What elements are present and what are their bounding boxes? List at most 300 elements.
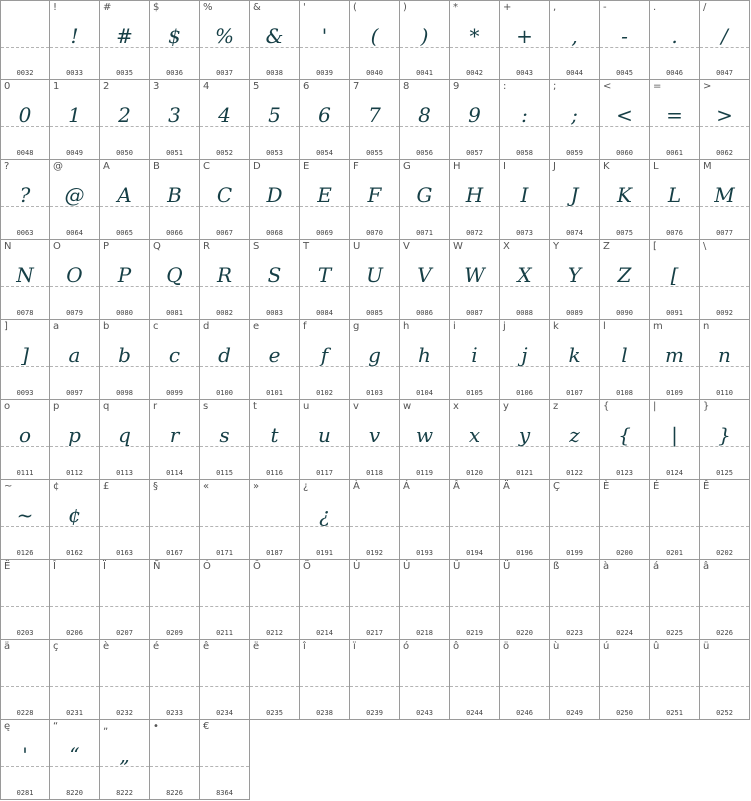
glyph-code: 0064 xyxy=(66,229,83,237)
glyph-cell xyxy=(350,640,400,720)
glyph-label: Ï xyxy=(103,561,106,572)
glyph-cell xyxy=(600,240,650,320)
glyph-cell xyxy=(250,160,300,240)
glyph-label: Û xyxy=(453,561,461,572)
glyph-sample: 1 xyxy=(68,103,81,127)
glyph-label: g xyxy=(353,321,360,332)
glyph-code: 0193 xyxy=(416,549,433,557)
glyph-sample xyxy=(250,660,299,690)
glyph-label: ü xyxy=(703,641,710,652)
glyph-cell xyxy=(500,400,550,480)
glyph-code: 0231 xyxy=(66,709,83,717)
glyph-code: 0050 xyxy=(116,149,133,157)
glyph-label: O xyxy=(53,241,61,252)
glyph-label: ç xyxy=(53,641,59,652)
glyph-cell xyxy=(600,0,650,80)
glyph-code: 0038 xyxy=(266,69,283,77)
glyph-cell xyxy=(0,720,50,800)
glyph-label: ) xyxy=(403,2,407,13)
glyph-code: 0085 xyxy=(366,309,383,317)
glyph-code: 0086 xyxy=(416,309,433,317)
glyph-label: ë xyxy=(253,641,260,652)
glyph-sample: . xyxy=(671,24,678,48)
glyph-label: á xyxy=(653,561,660,572)
glyph-cell xyxy=(250,480,300,560)
glyph-code: 0092 xyxy=(716,309,733,317)
glyph-label: L xyxy=(653,161,659,172)
glyph-label: ß xyxy=(553,561,560,572)
glyph-cell xyxy=(200,160,250,240)
glyph-cell xyxy=(100,400,150,480)
glyph-cell xyxy=(50,160,100,240)
glyph-code: 0235 xyxy=(266,709,283,717)
glyph-code: 0171 xyxy=(216,549,233,557)
glyph-label: ] xyxy=(4,321,8,332)
glyph-code: 0201 xyxy=(666,549,683,557)
glyph-cell xyxy=(200,720,250,800)
glyph-code: 0224 xyxy=(616,629,633,637)
glyph-cell xyxy=(0,240,50,320)
glyph-cell xyxy=(350,480,400,560)
glyph-cell xyxy=(650,0,700,80)
glyph-cell xyxy=(50,400,100,480)
glyph-code: 0059 xyxy=(566,149,583,157)
glyph-sample: V xyxy=(417,263,432,287)
glyph-sample: o xyxy=(18,423,32,447)
glyph-label: > xyxy=(703,81,712,92)
glyph-cell xyxy=(550,160,600,240)
glyph-sample xyxy=(250,580,299,610)
glyph-sample: f xyxy=(320,343,329,367)
glyph-label: + xyxy=(503,2,512,13)
glyph-cell xyxy=(300,400,350,480)
glyph-label: m xyxy=(653,321,663,332)
glyph-label: q xyxy=(103,401,110,412)
glyph-sample: g xyxy=(368,343,381,367)
glyph-cell xyxy=(350,400,400,480)
glyph-code: 0035 xyxy=(116,69,133,77)
glyph-cell xyxy=(350,560,400,640)
glyph-cell xyxy=(650,320,700,400)
glyph-sample: L xyxy=(667,183,682,207)
glyph-code: 0244 xyxy=(466,709,483,717)
glyph-cell xyxy=(50,240,100,320)
glyph-sample xyxy=(650,500,699,530)
glyph-sample: [ xyxy=(670,263,679,287)
glyph-code: 0051 xyxy=(166,149,183,157)
glyph-label: ó xyxy=(403,641,410,652)
glyph-code: 0252 xyxy=(716,709,733,717)
glyph-label: „ xyxy=(103,721,109,732)
glyph-code: 0126 xyxy=(16,549,34,557)
glyph-cell xyxy=(0,480,50,560)
glyph-sample: | xyxy=(671,423,678,447)
glyph-code: 0104 xyxy=(416,389,433,397)
glyph-label: ú xyxy=(603,641,610,652)
glyph-cell xyxy=(450,320,500,400)
glyph-cell xyxy=(650,640,700,720)
glyph-cell xyxy=(550,560,600,640)
glyph-sample xyxy=(450,660,499,690)
glyph-label: 9 xyxy=(453,81,460,92)
glyph-sample: 3 xyxy=(168,103,181,127)
glyph-sample xyxy=(350,660,399,690)
glyph-code: 0217 xyxy=(366,629,383,637)
glyph-code: 0251 xyxy=(666,709,683,717)
glyph-label: Ü xyxy=(503,561,511,572)
glyph-sample: H xyxy=(465,183,484,207)
glyph-cell xyxy=(500,160,550,240)
glyph-cell xyxy=(0,400,50,480)
glyph-label: î xyxy=(303,641,306,652)
glyph-label: é xyxy=(153,641,160,652)
glyph-label: ' xyxy=(303,2,306,13)
glyph-label: } xyxy=(703,401,710,412)
glyph-label: è xyxy=(103,641,110,652)
glyph-sample xyxy=(650,580,699,610)
glyph-cell xyxy=(500,480,550,560)
glyph-sample: k xyxy=(568,343,581,367)
glyph-cell xyxy=(250,400,300,480)
glyph-code: 0115 xyxy=(216,469,233,477)
glyph-label: E xyxy=(303,161,310,172)
glyph-label: Ú xyxy=(403,561,411,572)
glyph-sample: 6 xyxy=(318,103,331,127)
glyph-code: 0107 xyxy=(566,389,583,397)
glyph-label: Ê xyxy=(703,481,710,492)
glyph-sample: p xyxy=(68,423,81,447)
glyph-cell xyxy=(50,480,100,560)
glyph-label: U xyxy=(353,241,361,252)
glyph-cell xyxy=(500,80,550,160)
glyph-sample: ] xyxy=(21,343,29,367)
glyph-code: 0082 xyxy=(216,309,233,317)
glyph-cell xyxy=(650,240,700,320)
glyph-label: û xyxy=(653,641,660,652)
glyph-sample xyxy=(450,500,499,530)
glyph-cell xyxy=(350,0,400,80)
glyph-sample xyxy=(700,660,749,690)
glyph-cell xyxy=(150,720,200,800)
glyph-sample: J xyxy=(570,183,579,207)
glyph-sample: 8 xyxy=(418,103,431,127)
glyph-cell xyxy=(500,320,550,400)
glyph-cell xyxy=(700,0,750,80)
glyph-sample xyxy=(650,660,699,690)
glyph-code: 0187 xyxy=(266,549,283,557)
glyph-label: % xyxy=(203,2,213,13)
glyph-sample xyxy=(200,740,249,770)
glyph-cell xyxy=(700,240,750,320)
glyph-code: 0207 xyxy=(116,629,133,637)
glyph-sample xyxy=(550,580,599,610)
glyph-label: # xyxy=(103,2,112,13)
glyph-sample xyxy=(150,740,199,770)
glyph-cell xyxy=(700,640,750,720)
glyph-label: « xyxy=(203,481,210,492)
glyph-code: 0062 xyxy=(716,149,733,157)
glyph-code: 0124 xyxy=(666,469,683,477)
glyph-sample xyxy=(200,660,249,690)
glyph-cell xyxy=(500,240,550,320)
glyph-code: 0119 xyxy=(416,469,433,477)
glyph-cell xyxy=(150,80,200,160)
glyph-cell xyxy=(0,560,50,640)
glyph-cell xyxy=(400,480,450,560)
glyph-code: 0037 xyxy=(216,69,233,77)
glyph-sample xyxy=(500,580,549,610)
glyph-cell xyxy=(250,320,300,400)
glyph-code: 8220 xyxy=(66,789,83,797)
glyph-cell xyxy=(200,640,250,720)
glyph-label: 7 xyxy=(353,81,360,92)
glyph-code: 0057 xyxy=(466,149,483,157)
glyph-code: 0228 xyxy=(16,709,34,717)
glyph-label: R xyxy=(203,241,210,252)
glyph-code: 0063 xyxy=(16,229,34,237)
glyph-cell xyxy=(350,320,400,400)
glyph-cell xyxy=(700,160,750,240)
glyph-sample xyxy=(600,500,649,530)
glyph-cell xyxy=(600,400,650,480)
glyph-code: 0046 xyxy=(666,69,683,77)
glyph-label: Á xyxy=(403,481,410,492)
glyph-label: Z xyxy=(603,241,610,252)
glyph-code: 0238 xyxy=(316,709,333,717)
glyph-cell xyxy=(700,320,750,400)
glyph-cell xyxy=(550,480,600,560)
glyph-label: Ñ xyxy=(153,561,161,572)
glyph-sample: x xyxy=(468,423,481,447)
glyph-label: < xyxy=(603,81,612,92)
glyph-label: Y xyxy=(553,241,560,252)
glyph-sample: = xyxy=(666,103,683,127)
glyph-label: ; xyxy=(553,81,557,92)
glyph-label: 5 xyxy=(253,81,260,92)
glyph-code: 0091 xyxy=(666,309,683,317)
glyph-cell xyxy=(650,400,700,480)
glyph-code: 0123 xyxy=(616,469,633,477)
glyph-cell xyxy=(100,80,150,160)
glyph-sample: b xyxy=(118,343,131,367)
glyph-label: 4 xyxy=(203,81,210,92)
glyph-code: 8226 xyxy=(166,789,183,797)
glyph-code: 0191 xyxy=(316,549,333,557)
glyph-code: 0044 xyxy=(566,69,583,77)
glyph-sample: ' xyxy=(22,743,28,767)
glyph-sample: C xyxy=(216,183,233,207)
glyph-code: 0032 xyxy=(16,69,34,77)
glyph-code: 0077 xyxy=(716,229,733,237)
glyph-code: 0069 xyxy=(316,229,333,237)
glyph-sample: S xyxy=(267,263,282,287)
glyph-sample: m xyxy=(665,343,684,367)
glyph-sample: 4 xyxy=(218,103,231,127)
glyph-cell xyxy=(450,240,500,320)
glyph-code: 0220 xyxy=(516,629,533,637)
glyph-sample: + xyxy=(516,24,533,48)
glyph-code: 0036 xyxy=(166,69,183,77)
glyph-cell xyxy=(600,640,650,720)
glyph-cell xyxy=(650,480,700,560)
glyph-label: r xyxy=(153,401,158,412)
glyph-cell xyxy=(450,480,500,560)
glyph-label: ( xyxy=(353,2,357,13)
glyph-code: 0074 xyxy=(566,229,583,237)
glyph-label: ù xyxy=(553,641,560,652)
glyph-label: e xyxy=(253,321,260,332)
glyph-cell xyxy=(100,720,150,800)
glyph-label: F xyxy=(353,161,359,172)
glyph-cell xyxy=(150,240,200,320)
glyph-cell xyxy=(200,0,250,80)
glyph-label: M xyxy=(703,161,712,172)
glyph-code: 0066 xyxy=(166,229,183,237)
glyph-cell xyxy=(200,480,250,560)
glyph-cell xyxy=(350,80,400,160)
glyph-sample: % xyxy=(214,24,234,48)
glyph-sample: R xyxy=(216,263,233,287)
glyph-code: 0194 xyxy=(466,549,483,557)
glyph-cell xyxy=(700,480,750,560)
glyph-sample: B xyxy=(167,183,182,207)
glyph-cell xyxy=(600,320,650,400)
glyph-cell xyxy=(300,320,350,400)
glyph-cell xyxy=(200,400,250,480)
glyph-code: 0203 xyxy=(16,629,34,637)
glyph-cell xyxy=(150,160,200,240)
glyph-label: , xyxy=(553,2,557,13)
glyph-cell xyxy=(100,560,150,640)
glyph-cell xyxy=(600,80,650,160)
glyph-cell xyxy=(0,320,50,400)
glyph-label: = xyxy=(653,81,662,92)
glyph-sample: l xyxy=(621,343,628,367)
glyph-code: 0084 xyxy=(316,309,333,317)
glyph-code: 0102 xyxy=(316,389,333,397)
glyph-label: W xyxy=(453,241,463,252)
glyph-cell xyxy=(350,240,400,320)
glyph-label: V xyxy=(403,241,410,252)
glyph-cell xyxy=(600,480,650,560)
glyph-cell xyxy=(100,480,150,560)
glyph-label: & xyxy=(253,2,261,13)
glyph-cell xyxy=(250,640,300,720)
glyph-code: 0075 xyxy=(616,229,633,237)
glyph-cell xyxy=(300,0,350,80)
glyph-cell xyxy=(600,560,650,640)
glyph-label: ! xyxy=(53,2,58,13)
glyph-cell xyxy=(650,560,700,640)
glyph-label: Î xyxy=(53,561,56,572)
glyph-cell xyxy=(400,400,450,480)
glyph-cell xyxy=(0,80,50,160)
glyph-label: È xyxy=(603,481,610,492)
glyph-label: l xyxy=(603,321,606,332)
glyph-code: 0068 xyxy=(266,229,283,237)
glyph-label: D xyxy=(253,161,261,172)
glyph-label: £ xyxy=(103,481,110,492)
glyph-sample xyxy=(300,580,349,610)
glyph-sample: D xyxy=(266,183,283,207)
glyph-sample: t xyxy=(270,423,279,447)
glyph-sample: N xyxy=(16,263,34,287)
glyph-label: 1 xyxy=(53,81,60,92)
glyph-cell xyxy=(250,0,300,80)
glyph-cell xyxy=(400,0,450,80)
glyph-cell xyxy=(250,80,300,160)
glyph-code: 0048 xyxy=(16,149,34,157)
glyph-code: 0083 xyxy=(266,309,283,317)
glyph-sample: 2 xyxy=(118,103,131,127)
glyph-code: 0071 xyxy=(416,229,433,237)
glyph-label: i xyxy=(453,321,456,332)
glyph-label: ï xyxy=(353,641,356,652)
glyph-cell xyxy=(50,640,100,720)
glyph-code: 0065 xyxy=(116,229,133,237)
glyph-cell xyxy=(700,560,750,640)
glyph-code: 0196 xyxy=(516,549,533,557)
glyph-sample xyxy=(450,580,499,610)
glyph-sample xyxy=(350,580,399,610)
glyph-label: v xyxy=(353,401,359,412)
glyph-sample xyxy=(1,580,49,610)
glyph-sample: U xyxy=(366,263,383,287)
glyph-cell xyxy=(150,480,200,560)
glyph-code: 0098 xyxy=(116,389,133,397)
glyph-label: ¿ xyxy=(303,481,309,492)
glyph-sample: F xyxy=(367,183,382,207)
glyph-label: Q xyxy=(153,241,161,252)
glyph-label: * xyxy=(453,2,458,13)
glyph-cell xyxy=(100,320,150,400)
glyph-sample: ' xyxy=(321,24,328,48)
glyph-code: 0106 xyxy=(516,389,533,397)
glyph-sample: # xyxy=(116,24,133,48)
glyph-label: Ç xyxy=(553,481,560,492)
glyph-sample: > xyxy=(716,103,733,127)
glyph-sample: G xyxy=(416,183,433,207)
glyph-code: 0120 xyxy=(466,469,483,477)
glyph-cell xyxy=(150,640,200,720)
glyph-code: 0067 xyxy=(216,229,233,237)
glyph-cell xyxy=(50,0,100,80)
glyph-sample: $ xyxy=(168,24,181,48)
glyph-cell xyxy=(100,240,150,320)
glyph-cell xyxy=(550,0,600,80)
glyph-cell xyxy=(450,560,500,640)
glyph-label: â xyxy=(703,561,710,572)
glyph-sample: e xyxy=(268,343,281,367)
glyph-label: ę xyxy=(4,721,11,732)
glyph-label: ö xyxy=(503,641,510,652)
glyph-sample xyxy=(700,580,749,610)
glyph-label: - xyxy=(603,2,607,13)
glyph-code: 0072 xyxy=(466,229,483,237)
glyph-cell xyxy=(50,320,100,400)
glyph-sample xyxy=(500,660,549,690)
glyph-label: P xyxy=(103,241,110,252)
glyph-code: 0056 xyxy=(416,149,433,157)
glyph-code: 0118 xyxy=(366,469,383,477)
glyph-sample: „ xyxy=(119,743,130,767)
glyph-sample: q xyxy=(118,423,131,447)
glyph-cell xyxy=(250,240,300,320)
glyph-sample: ; xyxy=(571,103,578,127)
glyph-label: • xyxy=(153,721,159,732)
glyph-cell xyxy=(0,0,50,80)
glyph-label: 0 xyxy=(4,81,11,92)
